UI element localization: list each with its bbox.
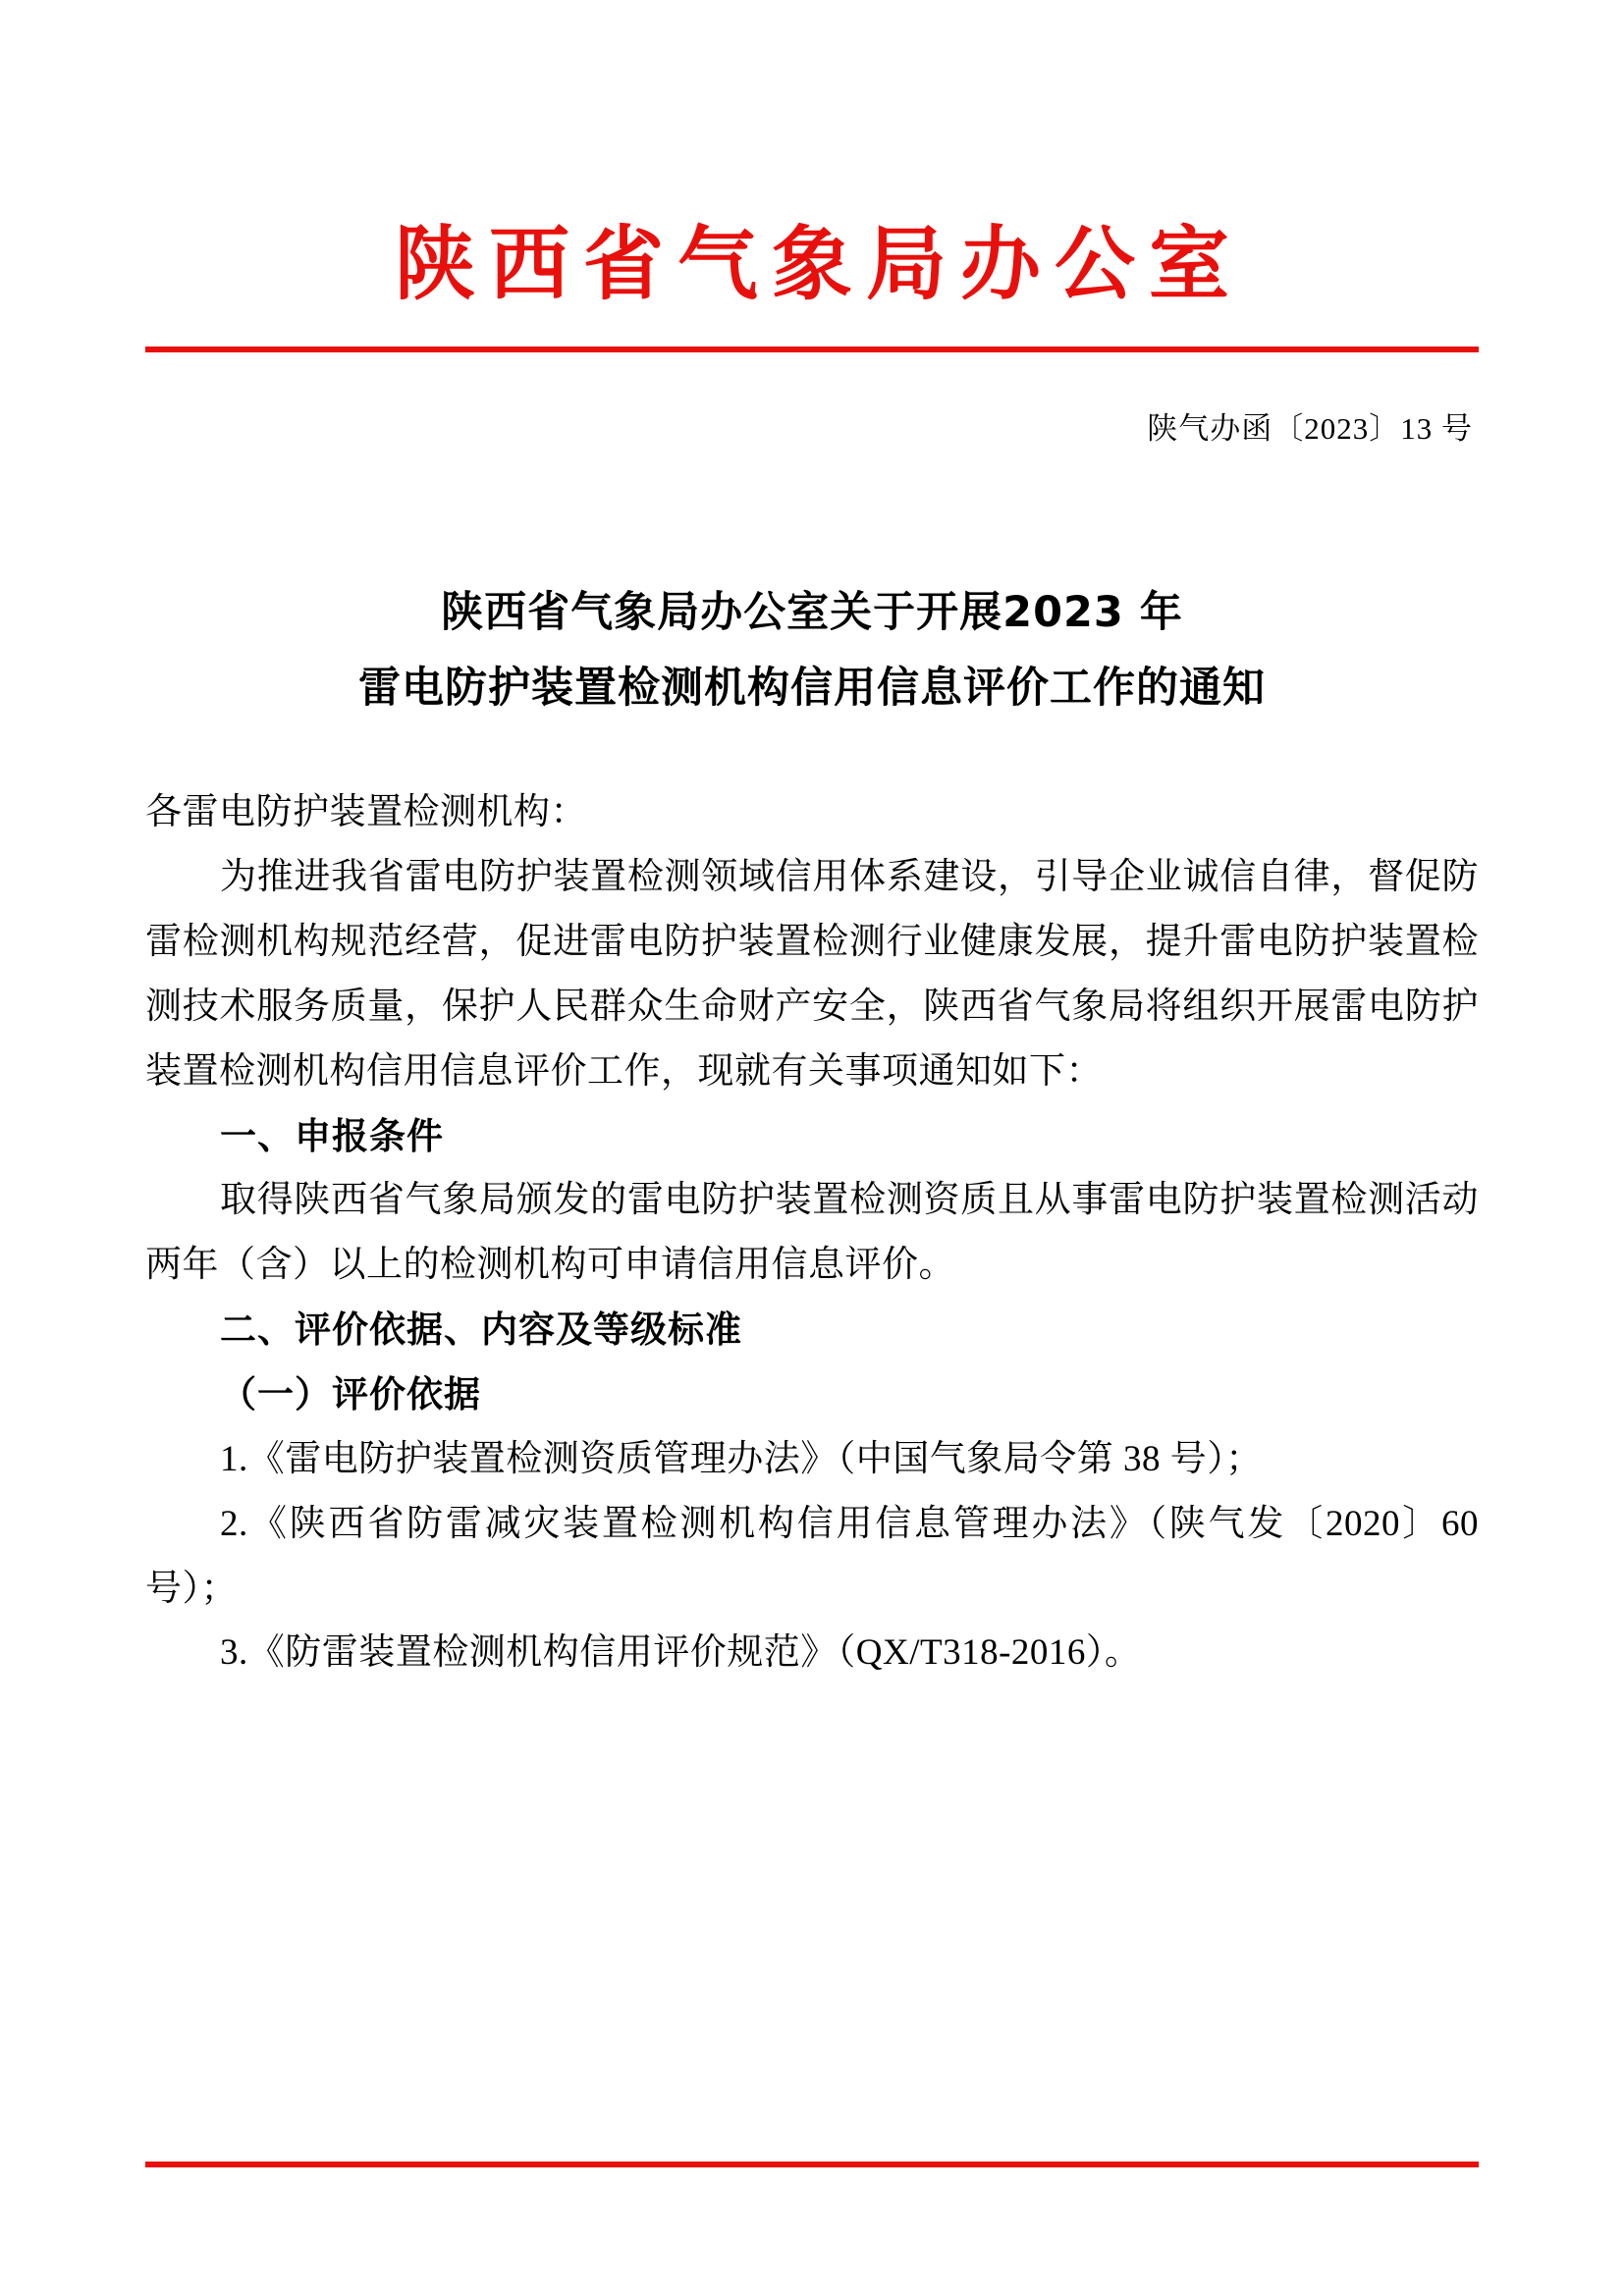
letterhead-red-rule <box>145 347 1479 352</box>
section-heading-2: 二、评价依据、内容及等级标准 <box>220 1308 742 1352</box>
reference-item-1: 1.《雷电防护装置检测资质管理办法》（中国气象局令第 38 号）； <box>220 1438 1263 1479</box>
paragraph-purpose: 为推进我省雷电防护装置检测领域信用体系建设，引导企业诚信自律，督促防雷检测机构规范经营，促进雷电防护装置检测行业健康发展，提升雷电防护装置检测技术服务质量，保护人民群众生命财产安全，陕西省气象局将组织开展雷电防护装置检测机构信用信息评价工作，现就有关事项通知如下： <box>145 857 1479 1092</box>
section-heading-1: 一、申报条件 <box>220 1114 444 1157</box>
footer-red-rule <box>145 2162 1479 2167</box>
letterhead <box>145 0 1479 352</box>
document-title-line-1: 陕西省气象局办公室关于开展2023 年 <box>441 588 1183 638</box>
document-number: 陕气办函〔2023〕13 号 <box>1147 411 1473 447</box>
subsection-heading-1: （一）评价依据 <box>220 1372 481 1415</box>
document-title-line-2: 雷电防护装置检测机构信用信息评价工作的通知 <box>358 663 1266 713</box>
reference-item-3: 3.《防雷装置检测机构信用评价规范》（QX/T318-2016）。 <box>220 1632 1142 1674</box>
document-title <box>145 575 1479 725</box>
reference-item-2: 2.《陕西省防雷减灾装置检测机构信用信息管理办法》（陕气发〔2020〕60 号）； <box>145 1503 1479 1609</box>
document-body <box>145 780 1479 1685</box>
letterhead-organization: 陕西省气象局办公室 <box>394 218 1243 311</box>
salutation: 各雷电防护装置检测机构： <box>145 792 587 833</box>
paragraph-eligibility: 取得陕西省气象局颁发的雷电防护装置检测资质且从事雷电防护装置检测活动两年（含）以上的检测机构可申请信用信息评价。 <box>145 1180 1479 1286</box>
